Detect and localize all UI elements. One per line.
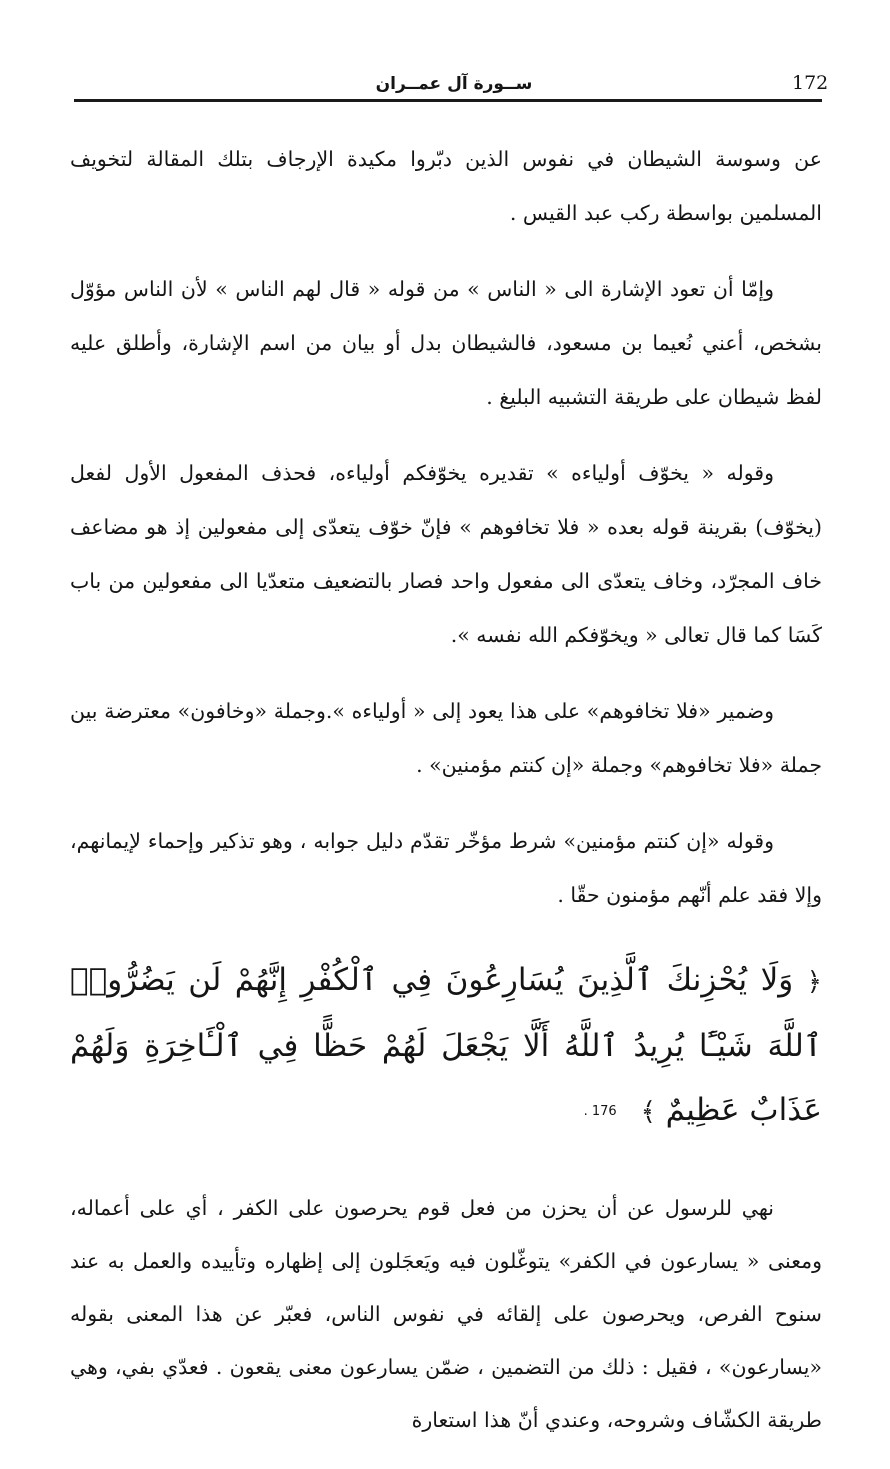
surah-title: ســورة آل عمــران [375,74,533,94]
paragraph-5: وقوله «إن كنتم مؤمنين» شرط مؤخّر تقدّم دليل جوابه ، وهو تذكير وإحماء لإيمانهم، وإلا فقد علم أنّهم مؤمنون حقّا . [70,829,822,907]
body-text [70,132,822,1469]
verse-open-ornament: ﴿ [806,967,822,997]
commentary-paragraph: نهي للرسول عن أن يحزن من فعل قوم يحرصون على الكفر ، أي على أعماله، ومعنى « يسارعون في الكفر» يتوغّلون فيه ويَعجَلون إلى إظهاره وتأييده والعمل به عند سنوح الفرص، ويحرصون على إلقائه في نفوس الناس، فعبّر عن هذا المعنى بقوله «يسارعون» ، فقيل : ذلك من التضمين ، ضمّن يسارعون معنى يقعون . فعدّي بفي، وهي طريقة الكشّاف وشروحه، وعندي أنّ هذا استعارة [70,1196,822,1432]
paragraph-4: وضمير «فلا تخافوهم» على هذا يعود إلى « أولياءه ».وجملة «وخافون» معترضة بين جملة «فلا تخافوهم» وجملة «إن كنتم مؤمنين» . [70,699,822,777]
header-rule [74,99,822,102]
page-header [74,64,829,104]
verse-number: 176 . [583,1103,617,1119]
paragraph-2: وإمّا أن تعود الإشارة الى « الناس » من قوله « قال لهم الناس » لأن الناس مؤوّل بشخص، أعني نُعيما بن مسعود، فالشيطان بدل أو بيان من اسم الإشارة، وأطلق عليه لفظ شيطان على طريقة التشبيه البليغ . [70,277,822,409]
page-number: 172 [792,72,829,94]
paragraph-1: عن وسوسة الشيطان في نفوس الذين دبّروا مكيدة الإرجاف بتلك المقالة لتخويف المسلمين بواسطة ركب عبد القيس . [70,147,822,225]
quran-verse [70,948,822,1144]
verse-close-ornament: ﴾ [640,1097,656,1127]
paragraph-3: وقوله « يخوّف أولياءه » تقديره يخوّفكم أولياءه، فحذف المفعول الأول لفعل (يخوّف) بقرينة قوله بعده « فلا تخافوهم » فإنّ خوّف يتعدّى إلى مفعولين إذ هو مضاعف خاف المجرّد، وخاف يتعدّى الى مفعول واحد فصار بالتضعيف متعدّيا الى مفعولين من باب كَسَا كما قال تعالى « ويخوّفكم الله نفسه ». [70,461,822,647]
verse-text: وَلَا يُحْزِنكَ ٱلَّذِينَ يُسَارِعُونَ فِي ٱلْكُفْرِ إِنَّهُمْ لَن يَضُرُّوا۟ ٱللَّهَ شَيْـًٔا يُرِيدُ ٱللَّهُ أَلَّا يَجْعَلَ لَهُمْ حَظًّا فِي ٱلْـَٔاخِرَةِ وَلَهُمْ عَذَابٌ عَظِيمٌ [70,962,822,1128]
